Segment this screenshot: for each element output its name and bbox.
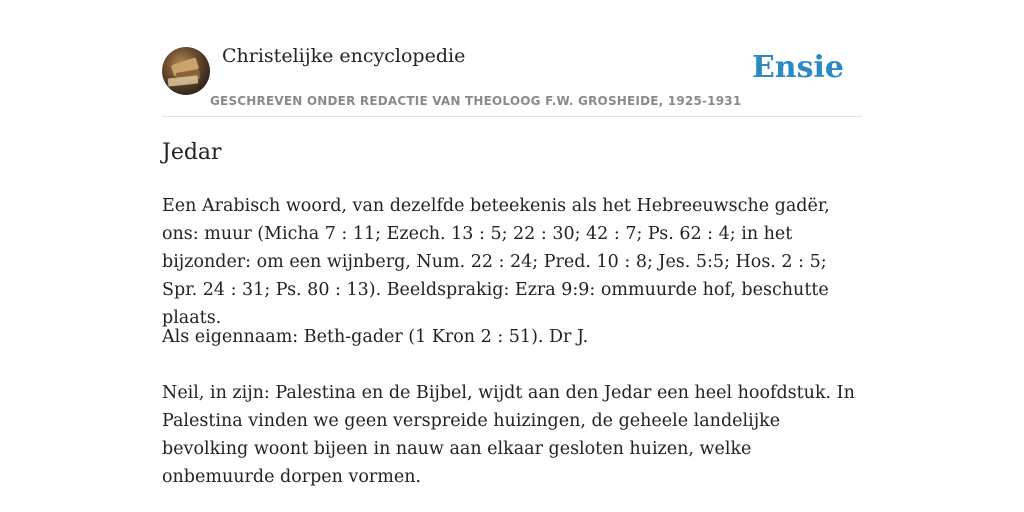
article-paragraph: Een Arabisch woord, van dezelfde beteekenis als het Hebreeuwsche gadër, ons: muur (Micha 7 : 11; Ezech. 13 : 5; 22 : 30; 42 : 7; Ps. 62 : 4; in het bijzonder: om een wijnberg, Num. 22 : 24; Pred. 10 : 8; Jes. 5:5; Hos. 2 : 5; Spr. 24 : 31; Ps. 80 : 13). Beeldsprakig: Ezra 9:9: ommuurde hof, beschutte plaats. bbox=[162, 196, 830, 328]
site-title[interactable]: Christelijke encyclopedie bbox=[222, 45, 466, 67]
site-header bbox=[162, 0, 862, 117]
page-content bbox=[162, 0, 862, 512]
ensie-logo[interactable]: Ensie bbox=[751, 50, 844, 85]
article-paragraph: Als eigennaam: Beth-gader (1 Kron 2 : 51). Dr J. bbox=[162, 327, 589, 347]
book-shape bbox=[168, 75, 199, 86]
encyclopedia-avatar[interactable] bbox=[162, 47, 210, 95]
article-paragraph: Neil, in zijn: Palestina en de Bijbel, wijdt aan den Jedar een heel hoofdstuk. In Palestina vinden we geen verspreide huizingen, de geheele landelijke bevolking woont bijeen in nauw aan elkaar gesloten huizen, welke onbemuurde dorpen vormen. bbox=[162, 383, 855, 487]
article-title: Jedar bbox=[162, 140, 222, 165]
site-subtitle: GESCHREVEN ONDER REDACTIE VAN THEOLOOG F.W. GROSHEIDE, 1925-1931 bbox=[210, 94, 742, 108]
